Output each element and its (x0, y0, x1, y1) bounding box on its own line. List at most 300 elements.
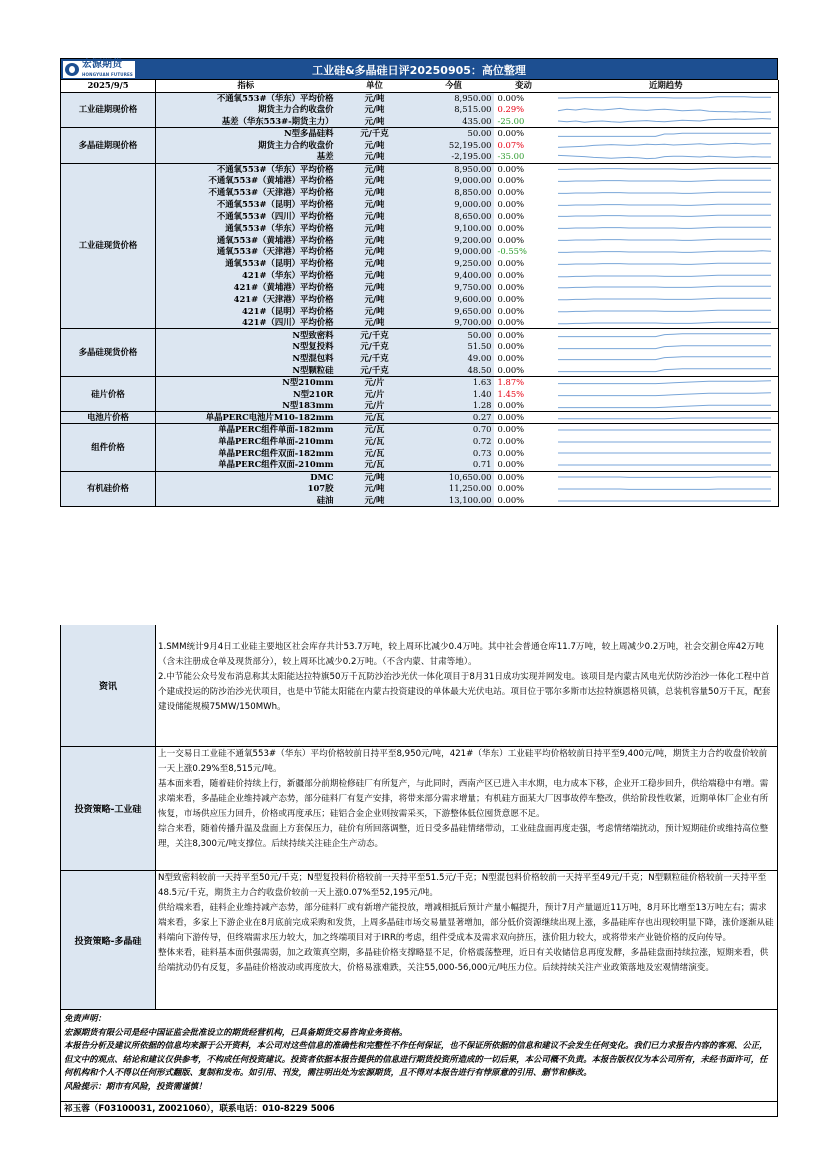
unit-cell: 元/吨 (336, 305, 414, 317)
col-value: 今值 (414, 80, 494, 92)
disclaimer (60, 1010, 778, 1102)
indicator-name: 不通氧553#（华东）平均价格 (156, 163, 336, 175)
table-row (61, 222, 779, 234)
indicator-name: N型210mm (156, 376, 336, 388)
indicator-name: 单晶PERC组件单面-182mm (156, 424, 336, 436)
table-row (61, 364, 779, 376)
value-cell: 9,650.00 (414, 305, 494, 317)
value-cell: 0.27 (414, 412, 494, 424)
value-cell: 8,650.00 (414, 210, 494, 222)
sparkline-svg (554, 176, 775, 186)
sparkline-series (558, 216, 771, 217)
table-row (61, 270, 779, 282)
value-cell: 49.00 (414, 353, 494, 365)
indicator-name: 不通氧553#（天津港）平均价格 (156, 187, 336, 199)
table-row (61, 388, 779, 400)
trend-sparkline (554, 353, 779, 365)
value-cell: 10,650.00 (414, 471, 494, 483)
sparkline-series (558, 251, 771, 253)
unit-cell: 元/吨 (336, 222, 414, 234)
unit-cell: 元/吨 (336, 199, 414, 211)
unit-cell: 元/吨 (336, 234, 414, 246)
indicator-name: 通氧553#（黄埔港）平均价格 (156, 234, 336, 246)
table-row (61, 305, 779, 317)
strategy-si-section (60, 747, 778, 871)
sparkline-series (558, 287, 771, 289)
value-cell: 9,250.00 (414, 258, 494, 270)
value-cell: 0.70 (414, 424, 494, 436)
sparkline-svg (554, 140, 775, 150)
group-label: 硅片价格 (61, 376, 156, 412)
change-cell: 0.00% (494, 400, 554, 412)
value-cell: 8,850.00 (414, 187, 494, 199)
sparkline-series (558, 393, 771, 396)
sparkline-svg (554, 306, 775, 316)
change-cell: 0.00% (494, 163, 554, 175)
indicator-name: 单晶PERC组件双面-182mm (156, 447, 336, 459)
change-cell: 0.00% (494, 329, 554, 341)
trend-sparkline (554, 210, 779, 222)
col-indicator: 指标 (156, 80, 336, 92)
strategy-poly-para: 供给端来看，硅料企业维持减产态势，部分硅料厂或有新增产能投放，增减相抵后预计产量小幅提升，预计7月产量逼近11万吨，8月环比增至13万吨左右；需求端来看，多家上下游企业在8月底前完成采购和发货，上周多晶硅市场交易量显著增加，部分低价资源继续出现上涨，多晶硅库存也出现较明显下降，涨价逐渐从硅料端向下游传导，但终端需求压力较大，加之终端项目对于IRR的考虑，组件受成本及需求双向挤压，涨价阻力较大，或将带来产业链价格的反向传导。 (158, 903, 774, 943)
trend-sparkline (554, 424, 779, 436)
sparkline-series (558, 357, 771, 360)
table-row (61, 139, 779, 151)
change-cell: 0.00% (494, 459, 554, 471)
disclaimer-line: 本报告分析及建议所依据的信息均来源于公开资料，本公司对这些信息的准确性和完整性不作任何保证，也不保证所依据的信息和建议不会发生任何变化。我们已力求报告内容的客观、公正，但文中的观点、结论和建议仅供参考，不构成任何投资建议。投资者依据本报告提供的信息进行期货投资所造成的一切后果，本公司概不负责。本报告版权仅为本公司所有，未经书面许可，任何机构和个人不得以任何形式翻版、复制和发布。如引用、刊发，需注明出处为宏源期货，且不得对本报告进行有悖原意的引用、删节和修改。 (64, 1040, 768, 1078)
trend-sparkline (554, 199, 779, 211)
trend-sparkline (554, 341, 779, 353)
sparkline-svg (554, 460, 775, 470)
change-cell: 0.00% (494, 175, 554, 187)
value-cell: 1.28 (414, 400, 494, 412)
trend-sparkline (554, 459, 779, 471)
table-row (61, 104, 779, 116)
sparkline-svg (554, 342, 775, 352)
indicator-name: 通氧553#（华东）平均价格 (156, 222, 336, 234)
sparkline-svg (554, 164, 775, 174)
change-cell: 0.00% (494, 270, 554, 282)
table-row (61, 187, 779, 199)
value-cell: 8,950.00 (414, 163, 494, 175)
unit-cell: 元/吨 (336, 282, 414, 294)
trend-sparkline (554, 436, 779, 448)
unit-cell: 元/瓦 (336, 436, 414, 448)
change-cell: 0.07% (494, 139, 554, 151)
sparkline-series (558, 418, 771, 419)
sparkline-series (558, 322, 771, 324)
change-cell: 0.00% (494, 199, 554, 211)
group-label: 多晶硅期现价格 (61, 128, 156, 164)
sparkline-svg (554, 93, 775, 103)
table-row (61, 234, 779, 246)
change-cell: 0.00% (494, 412, 554, 424)
trend-sparkline (554, 187, 779, 199)
sparkline-series (558, 192, 771, 193)
strategy-si-para: 综合来看，随着传播升温及盘面上方套保压力，硅价有所回落调整，近日受多晶硅情绪带动，工业硅盘面再度走强，考虑情绪端扰动，预计短期硅价或维持高位整理，关注8,300元/吨支撑位。后续持续关注硅企生产动态。 (158, 824, 769, 849)
group-label: 组件价格 (61, 424, 156, 471)
sparkline-svg (554, 437, 775, 447)
value-cell: 50.00 (414, 329, 494, 341)
indicator-name: 421#（天津港）平均价格 (156, 293, 336, 305)
unit-cell: 元/片 (336, 388, 414, 400)
unit-cell: 元/片 (336, 400, 414, 412)
change-cell: 0.00% (494, 341, 554, 353)
sparkline-svg (554, 365, 775, 375)
change-cell: 0.29% (494, 104, 554, 116)
sparkline-svg (554, 116, 775, 126)
trend-sparkline (554, 104, 779, 116)
change-cell: 0.00% (494, 483, 554, 495)
sparkline-svg (554, 318, 775, 328)
change-cell: -0.55% (494, 246, 554, 258)
trend-sparkline (554, 483, 779, 495)
value-cell: 9,750.00 (414, 282, 494, 294)
table-row (61, 293, 779, 305)
sparkline-series (558, 345, 771, 348)
table-row (61, 412, 779, 424)
sparkline-svg (554, 235, 775, 245)
strategy-poly-body (158, 871, 775, 976)
sparkline-series (558, 310, 771, 312)
sparkline-svg (554, 484, 775, 494)
sparkline-svg (554, 259, 775, 269)
unit-cell: 元/吨 (336, 483, 414, 495)
unit-cell: 元/吨 (336, 270, 414, 282)
change-cell: 1.45% (494, 388, 554, 400)
sparkline-svg (554, 448, 775, 458)
value-cell: 1.40 (414, 388, 494, 400)
sparkline-svg (554, 496, 775, 506)
table-row (61, 459, 779, 471)
unit-cell: 元/吨 (336, 104, 414, 116)
sparkline-series (558, 180, 771, 181)
unit-cell: 元/千克 (336, 353, 414, 365)
change-cell: 0.00% (494, 436, 554, 448)
table-row (61, 436, 779, 448)
unit-cell: 元/片 (336, 376, 414, 388)
value-cell: 0.73 (414, 447, 494, 459)
trend-sparkline (554, 364, 779, 376)
col-date: 2025/9/5 (61, 80, 156, 92)
title-bar (60, 58, 778, 80)
table-row (61, 282, 779, 294)
change-cell: 0.00% (494, 447, 554, 459)
value-cell: 51.50 (414, 341, 494, 353)
change-cell: 0.00% (494, 364, 554, 376)
strategy-poly-label: 投资策略-多晶硅 (61, 871, 156, 1009)
sparkline-svg (554, 211, 775, 221)
change-cell: 0.00% (494, 424, 554, 436)
value-cell: 1.63 (414, 376, 494, 388)
unit-cell: 元/吨 (336, 116, 414, 128)
unit-cell: 元/吨 (336, 471, 414, 483)
unit-cell: 元/吨 (336, 293, 414, 305)
trend-sparkline (554, 151, 779, 163)
sparkline-series (558, 239, 771, 240)
sparkline-svg (554, 330, 775, 340)
group-label: 多晶硅现货价格 (61, 329, 156, 376)
trend-sparkline (554, 139, 779, 151)
analyst-contact: 祁玉蓉（F03100031, Z0021060），联系电话：010-8229 5006 (60, 1102, 778, 1117)
trend-sparkline (554, 293, 779, 305)
value-cell: 9,000.00 (414, 246, 494, 258)
value-cell: 13,100.00 (414, 495, 494, 507)
value-cell: 0.71 (414, 459, 494, 471)
change-cell: 0.00% (494, 293, 554, 305)
table-row (61, 495, 779, 507)
table-row (61, 151, 779, 163)
sparkline-svg (554, 401, 775, 411)
sparkline-series (558, 204, 771, 205)
value-cell: 11,250.00 (414, 483, 494, 495)
col-change: 变动 (494, 80, 554, 92)
change-cell: -25.00 (494, 116, 554, 128)
sparkline-svg (554, 223, 775, 233)
sparkline-svg (554, 271, 775, 281)
disclaimer-title: 免责声明： (64, 1013, 106, 1023)
sparkline-series (558, 168, 771, 169)
trend-sparkline (554, 329, 779, 341)
sparkline-svg (554, 247, 775, 257)
unit-cell: 元/吨 (336, 187, 414, 199)
sparkline-series (558, 97, 771, 98)
sparkline-series (558, 334, 771, 337)
trend-sparkline (554, 471, 779, 483)
unit-cell: 元/瓦 (336, 447, 414, 459)
indicator-name: 单晶PERC组件单面-210mm (156, 436, 336, 448)
value-cell: 9,000.00 (414, 199, 494, 211)
indicator-name: 期货主力合约收盘价 (156, 104, 336, 116)
strategy-si-para: 基本面来看，随着硅价持续上行，新疆部分前期检修硅厂有所复产，与此同时，西南产区已进入丰水期，电力成本下移，企业开工稳步回升，供给端稳中有增。需求端来看，多晶硅企业维持减产态势，部分硅料厂有复产安排，将带来部分需求增量；有机硅方面某大厂因事故停车整改，供给阶段性收紧，近期单体厂企业有所恢复，市场供应压力回升，价格或再度承压；硅铝合金企业则按需采买，下游整体低位囤货意愿不足。 (158, 779, 769, 819)
indicator-name: N型颗粒硅 (156, 364, 336, 376)
sparkline-svg (554, 413, 775, 423)
news-item: 1.SMM统计9月4日工业硅主要地区社会库存共计53.7万吨，较上周环比减少0.4万吨。其中社会普通仓库11.7万吨，较上周减少0.2万吨，社会交割仓库42万吨（含未注册成仓单及现货部分），较上周环比减少0.2万吨。（不含内蒙、甘肃等地）。 (158, 642, 764, 667)
indicator-name: 硅油 (156, 495, 336, 507)
indicator-name: N型210R (156, 388, 336, 400)
indicator-name: 不通氧553#（昆明）平均价格 (156, 199, 336, 211)
unit-cell: 元/吨 (336, 210, 414, 222)
group-label: 工业硅现货价格 (61, 163, 156, 329)
table-row (61, 92, 779, 104)
indicator-name: 单晶PERC组件双面-210mm (156, 459, 336, 471)
change-cell: 0.00% (494, 187, 554, 199)
table-row (61, 128, 779, 140)
trend-sparkline (554, 282, 779, 294)
disclaimer-line: 宏源期货有限公司是经中国证监会批准设立的期货经营机构，已具备期货交易咨询业务资格。 (64, 1026, 408, 1037)
indicator-name: 不通氧553#（黄埔港）平均价格 (156, 175, 336, 187)
unit-cell: 元/吨 (336, 495, 414, 507)
sparkline-series (558, 108, 771, 112)
table-row (61, 353, 779, 365)
value-cell: 9,600.00 (414, 293, 494, 305)
sparkline-series (558, 298, 771, 300)
sparkline-series (558, 119, 771, 123)
group-label: 有机硅价格 (61, 471, 156, 507)
change-cell: 0.00% (494, 495, 554, 507)
value-cell: 9,000.00 (414, 175, 494, 187)
indicator-name: 421#（黄埔港）平均价格 (156, 282, 336, 294)
indicator-name: 通氧553#（天津港）平均价格 (156, 246, 336, 258)
table-row (61, 258, 779, 270)
sparkline-svg (554, 389, 775, 399)
trend-sparkline (554, 175, 779, 187)
sparkline-svg (554, 105, 775, 115)
table-row (61, 210, 779, 222)
col-unit: 单位 (336, 80, 414, 92)
value-cell: 435.00 (414, 116, 494, 128)
value-cell: 52,195.00 (414, 139, 494, 151)
sparkline-series (558, 275, 771, 277)
unit-cell: 元/千克 (336, 329, 414, 341)
indicator-name: 107胶 (156, 483, 336, 495)
indicator-name: 421#（四川）平均价格 (156, 317, 336, 329)
change-cell: 0.00% (494, 258, 554, 270)
unit-cell: 元/瓦 (336, 424, 414, 436)
unit-cell: 元/吨 (336, 175, 414, 187)
sparkline-series (558, 133, 771, 136)
value-cell: 50.00 (414, 128, 494, 140)
sparkline-series (558, 227, 771, 228)
report-title: 工业硅&多晶硅日评20250905：高位整理 (312, 64, 526, 77)
change-cell: 1.87% (494, 376, 554, 388)
unit-cell: 元/千克 (336, 128, 414, 140)
trend-sparkline (554, 305, 779, 317)
table-row (61, 163, 779, 175)
value-cell: -2,195.00 (414, 151, 494, 163)
unit-cell: 元/吨 (336, 151, 414, 163)
table-header-row (61, 80, 779, 92)
indicator-name: N型混包料 (156, 353, 336, 365)
sparkline-svg (554, 152, 775, 162)
indicator-name: 基差 (156, 151, 336, 163)
trend-sparkline (554, 376, 779, 388)
logo-en: HONGYUAN FUTURES (82, 71, 133, 77)
value-cell: 9,200.00 (414, 234, 494, 246)
unit-cell: 元/千克 (336, 341, 414, 353)
table-row (61, 447, 779, 459)
trend-sparkline (554, 317, 779, 329)
value-cell: 9,100.00 (414, 222, 494, 234)
change-cell: 0.00% (494, 471, 554, 483)
value-cell: 8,950.00 (414, 92, 494, 104)
sparkline-svg (554, 294, 775, 304)
table-row (61, 175, 779, 187)
trend-sparkline (554, 246, 779, 258)
change-cell: -35.00 (494, 151, 554, 163)
indicator-name: 期货主力合约收盘价 (156, 139, 336, 151)
trend-sparkline (554, 447, 779, 459)
table-row (61, 199, 779, 211)
sparkline-series (558, 155, 771, 158)
table-row (61, 376, 779, 388)
sparkline-svg (554, 377, 775, 387)
indicator-name: 不通氧553#（四川）平均价格 (156, 210, 336, 222)
change-cell: 0.00% (494, 128, 554, 140)
change-cell: 0.00% (494, 234, 554, 246)
table-row (61, 483, 779, 495)
indicator-name: 通氧553#（昆明）平均价格 (156, 258, 336, 270)
strategy-poly-para: N型致密料较前一天持平至50元/千克；N型复投料价格较前一天持平至51.5元/千克；N型混包料价格较前一天持平至49元/千克；N型颗粒硅价格较前一天持平至48.5元/千克，期货主力合约收盘价较前一天上涨0.07%至52,195元/吨。 (158, 873, 767, 898)
news-item: 2.中节能公众号发布消息称其太阳能达拉特旗50万千瓦防沙治沙光伏一体化项目于8月31日成功实现并网发电。该项目是内蒙古风电光伏防沙治沙一体化工程中首个建成投运的防沙治沙光伏项目，也是中节能太阳能在内蒙古投资建设的单体最大光伏电站。项目位于鄂尔多斯市达拉特旗恩格贝镇，总装机容量50万千瓦，配套建设储能规模75MW/150MWh。 (158, 672, 771, 712)
unit-cell: 元/瓦 (336, 459, 414, 471)
value-cell: 9,700.00 (414, 317, 494, 329)
change-cell: 0.00% (494, 317, 554, 329)
sparkline-svg (554, 472, 775, 482)
change-cell: 0.00% (494, 305, 554, 317)
sparkline-svg (554, 425, 775, 435)
value-cell: 48.50 (414, 364, 494, 376)
trend-sparkline (554, 92, 779, 104)
indicator-name: N型致密料 (156, 329, 336, 341)
table-row (61, 329, 779, 341)
unit-cell: 元/千克 (336, 364, 414, 376)
sparkline-svg (554, 353, 775, 363)
unit-cell: 元/吨 (336, 317, 414, 329)
value-cell: 0.72 (414, 436, 494, 448)
trend-sparkline (554, 400, 779, 412)
unit-cell: 元/吨 (336, 92, 414, 104)
unit-cell: 元/吨 (336, 258, 414, 270)
strategy-poly-para: 整体来看，硅料基本面供强需弱，加之政策真空期，多晶硅价格支撑略显不足，价格震荡整理，近日有关收储信息再度发酵，多晶硅盘面持续拉涨，短期来看，供给端扰动仍有反复，多晶硅价格波动或再度放大，价格易涨难跌，关注55,000-56,000元/吨压力位。后续持续关注产业政策落地及宏观情绪演变。 (158, 948, 769, 973)
trend-sparkline (554, 234, 779, 246)
table-row (61, 400, 779, 412)
sparkline-series (558, 263, 771, 264)
change-cell: 0.00% (494, 282, 554, 294)
table-row (61, 317, 779, 329)
trend-sparkline (554, 128, 779, 140)
trend-sparkline (554, 412, 779, 424)
change-cell: 0.00% (494, 92, 554, 104)
value-cell: 9,400.00 (414, 270, 494, 282)
table-row (61, 424, 779, 436)
indicator-name: 421#（华东）平均价格 (156, 270, 336, 282)
indicator-name: 单晶PERC电池片M10-182mm (156, 412, 336, 424)
logo-cn: 宏源期货 (82, 58, 122, 70)
sparkline-svg (554, 188, 775, 198)
sparkline-svg (554, 282, 775, 292)
price-table (60, 80, 779, 507)
unit-cell: 元/瓦 (336, 412, 414, 424)
group-label: 电池片价格 (61, 412, 156, 424)
sparkline-series (558, 144, 771, 148)
sparkline-svg (554, 129, 775, 139)
news-label: 资讯 (61, 625, 156, 746)
table-row (61, 471, 779, 483)
news-body (158, 640, 775, 715)
indicator-name: 基差（华东553#-期货主力） (156, 116, 336, 128)
strategy-si-para: 上一交易日工业硅不通氧553#（华东）平均价格较前日持平至8,950元/吨，421#（华东）工业硅平均价格较前日持平至9,400元/吨，期货主力合约收盘价较前一天上涨0.29%至8,515元/吨。 (158, 749, 768, 774)
indicator-name: N型183mm (156, 400, 336, 412)
table-row (61, 116, 779, 128)
unit-cell: 元/吨 (336, 139, 414, 151)
news-section (60, 625, 778, 747)
change-cell: 0.00% (494, 353, 554, 365)
sparkline-series (558, 405, 771, 407)
change-cell: 0.00% (494, 222, 554, 234)
col-trend: 近期趋势 (554, 80, 779, 92)
sparkline-series (558, 369, 771, 372)
strategy-si-body (158, 747, 775, 852)
sparkline-series (558, 381, 771, 384)
trend-sparkline (554, 258, 779, 270)
report-sheet (60, 58, 778, 1127)
trend-sparkline (554, 222, 779, 234)
table-row (61, 341, 779, 353)
change-cell: 0.00% (494, 210, 554, 222)
strategy-si-label: 投资策略-工业硅 (61, 747, 156, 870)
indicator-name: 421#（昆明）平均价格 (156, 305, 336, 317)
